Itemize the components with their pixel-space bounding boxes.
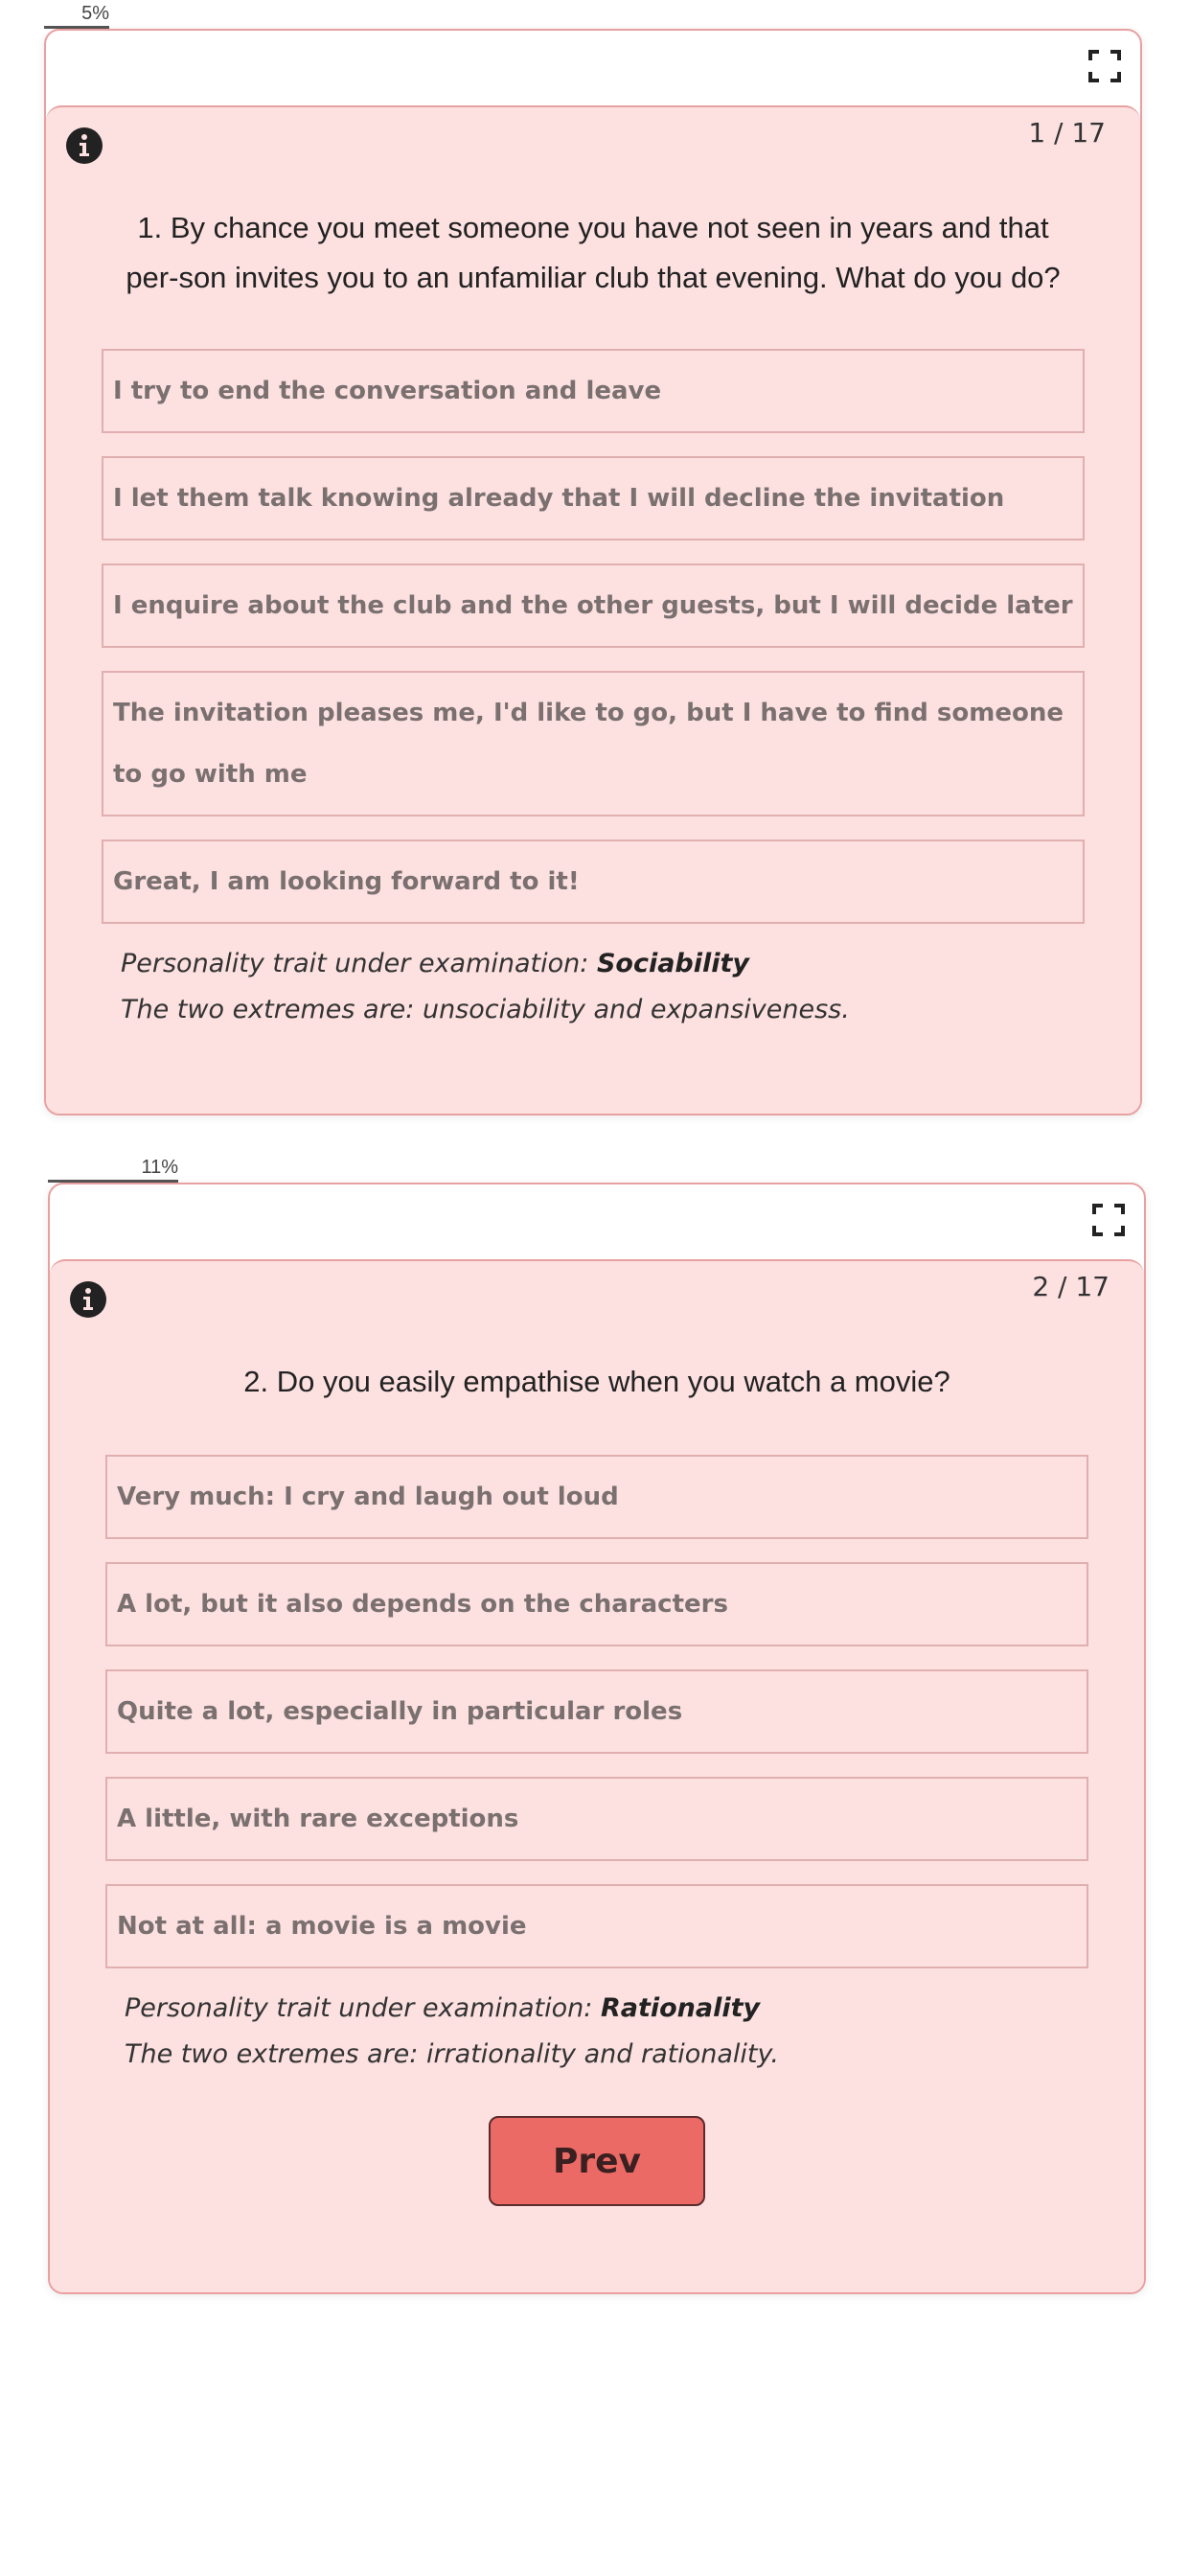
progress-label: 11% [141, 1157, 178, 1178]
answer-options [46, 349, 1140, 924]
trait-prefix: Personality trait under examination: [121, 949, 597, 978]
trait-line [125, 1986, 1069, 2032]
question-text: 2. Do you easily empathise when you watch a movie? [243, 1365, 950, 1398]
progress-bar [48, 1154, 1146, 1183]
fullscreen-icon[interactable] [1092, 1204, 1125, 1236]
quiz-block-1 [44, 0, 1142, 1116]
answer-option[interactable]: Very much: I cry and laugh out loud [105, 1455, 1088, 1539]
info-icon[interactable] [65, 126, 103, 165]
question-text: 1. By chance you meet someone you have not seen in years and that per-son invites you to an unfamiliar club that evening. What do you do? [126, 211, 1061, 294]
answer-option[interactable]: The invitation pleases me, I'd like to go, but I have to find someone to go with me [102, 671, 1085, 816]
trait-extremes: The two extremes are: irrationality and rationality. [125, 2039, 779, 2069]
answer-option[interactable]: I try to end the conversation and leave [102, 349, 1085, 433]
question-counter: 2 / 17 [1032, 1271, 1110, 1302]
quiz-frame [44, 29, 1142, 1116]
quiz-frame [48, 1183, 1146, 2294]
info-icon[interactable] [69, 1280, 107, 1319]
progress-bar [44, 0, 1142, 29]
prev-button[interactable]: Prev [489, 2116, 705, 2206]
trait-info [46, 941, 1140, 1033]
answer-option[interactable]: Great, I am looking forward to it! [102, 840, 1085, 924]
trait-name: Sociability [596, 949, 750, 978]
trait-extremes: The two extremes are: unsociability and expansiveness. [121, 995, 850, 1024]
trait-line [121, 941, 1065, 987]
trait-name: Rationality [600, 1993, 761, 2023]
quiz-block-2 [48, 1154, 1146, 2294]
answer-option[interactable]: I let them talk knowing already that I will decline the invitation [102, 456, 1085, 540]
answer-option[interactable]: A little, with rare exceptions [105, 1777, 1088, 1861]
answer-option[interactable]: Not at all: a movie is a movie [105, 1884, 1088, 1968]
answer-option[interactable]: I enquire about the club and the other guests, but I will decide later [102, 564, 1085, 648]
question-card [50, 1259, 1144, 2294]
fullscreen-icon[interactable] [1088, 50, 1121, 82]
trait-prefix: Personality trait under examination: [125, 1993, 601, 2023]
question-card [46, 105, 1140, 1116]
answer-options [50, 1455, 1144, 1968]
answer-option[interactable]: A lot, but it also depends on the characters [105, 1562, 1088, 1646]
answer-option[interactable]: Quite a lot, especially in particular roles [105, 1669, 1088, 1754]
frame-header [46, 31, 1140, 105]
question-counter: 1 / 17 [1028, 117, 1106, 149]
progress-label: 5% [81, 3, 109, 24]
frame-header [50, 1184, 1144, 1259]
trait-info [50, 1986, 1144, 2078]
